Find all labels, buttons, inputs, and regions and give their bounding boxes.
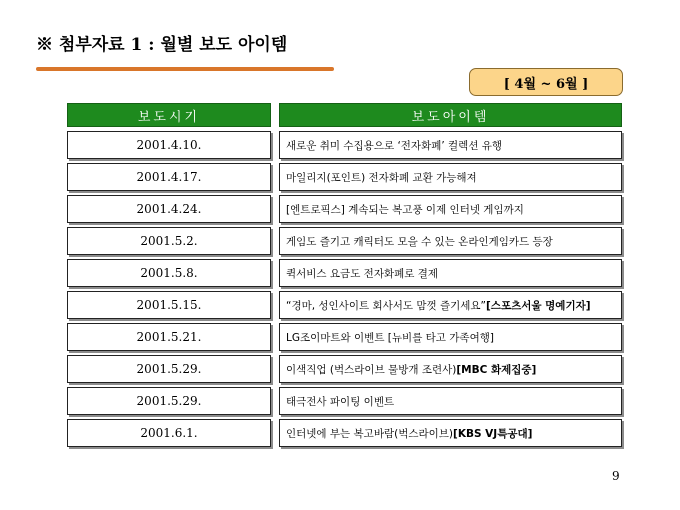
report-date-cell: 2001.5.15. — [67, 291, 271, 319]
report-item-cell — [279, 131, 622, 159]
table-row — [0, 419, 680, 447]
table-row — [0, 259, 680, 287]
table-row — [0, 291, 680, 319]
report-item-text: “경마, 성인사이트 회사서도 맘껏 즐기세요” — [286, 299, 486, 312]
report-item-cell — [279, 259, 622, 287]
report-item-cell — [279, 163, 622, 191]
report-date-cell: 2001.5.21. — [67, 323, 271, 351]
report-item-text: 퀵서비스 요금도 전자화폐로 결제 — [286, 267, 439, 280]
table-row — [0, 323, 680, 351]
report-item-text: 새로운 취미 수집용으로 ‘전자화폐’ 컬렉션 유행 — [286, 139, 503, 152]
report-date-cell: 2001.4.10. — [67, 131, 271, 159]
title-underline — [36, 67, 334, 71]
page-number: 9 — [612, 469, 620, 483]
report-item-text: LG조이마트와 이벤트 [뉴비를 타고 가족여행] — [286, 331, 494, 344]
report-source: [MBC 화제집중] — [456, 363, 537, 376]
report-date-cell: 2001.5.2. — [67, 227, 271, 255]
table-row — [0, 387, 680, 415]
report-item-text: 게임도 즐기고 캐릭터도 모을 수 있는 온라인게임카드 등장 — [286, 235, 553, 248]
report-item-cell — [279, 291, 622, 319]
report-date-cell: 2001.6.1. — [67, 419, 271, 447]
report-item-cell — [279, 355, 622, 383]
table-row — [0, 195, 680, 223]
table-row — [0, 163, 680, 191]
table-row — [0, 227, 680, 255]
header-report-item: 보도아이템 — [279, 103, 622, 127]
report-item-text: 마일리지(포인트) 전자화폐 교환 가능해져 — [286, 171, 477, 184]
report-source: [KBS VJ특공대] — [453, 427, 533, 440]
report-item-cell — [279, 195, 622, 223]
header-report-date: 보도시기 — [67, 103, 271, 127]
report-item-cell — [279, 227, 622, 255]
report-date-cell: 2001.5.29. — [67, 387, 271, 415]
report-item-text: 인터넷에 부는 복고바람(벅스라이브) — [286, 427, 454, 440]
report-item-text: 태극전사 파이팅 이벤트 — [286, 395, 395, 408]
report-source: [스포츠서울 명예기자] — [486, 299, 591, 312]
table-row — [0, 355, 680, 383]
page-title: ※ 첨부자료 1 : 월별 보도 아이템 — [36, 35, 288, 55]
report-item-cell — [279, 419, 622, 447]
report-date-cell: 2001.5.8. — [67, 259, 271, 287]
report-date-cell: 2001.5.29. — [67, 355, 271, 383]
report-date-cell: 2001.4.24. — [67, 195, 271, 223]
report-item-text: 이색직업 (벅스라이브 물방개 조련사) — [286, 363, 457, 376]
period-badge: [ 4월 ~ 6월 ] — [469, 68, 623, 96]
report-date-cell: 2001.4.17. — [67, 163, 271, 191]
report-item-cell — [279, 387, 622, 415]
report-item-cell — [279, 323, 622, 351]
table-row — [0, 131, 680, 159]
report-item-text: [엔트로픽스] 계속되는 복고풍 이제 인터넷 게임까지 — [286, 203, 524, 216]
